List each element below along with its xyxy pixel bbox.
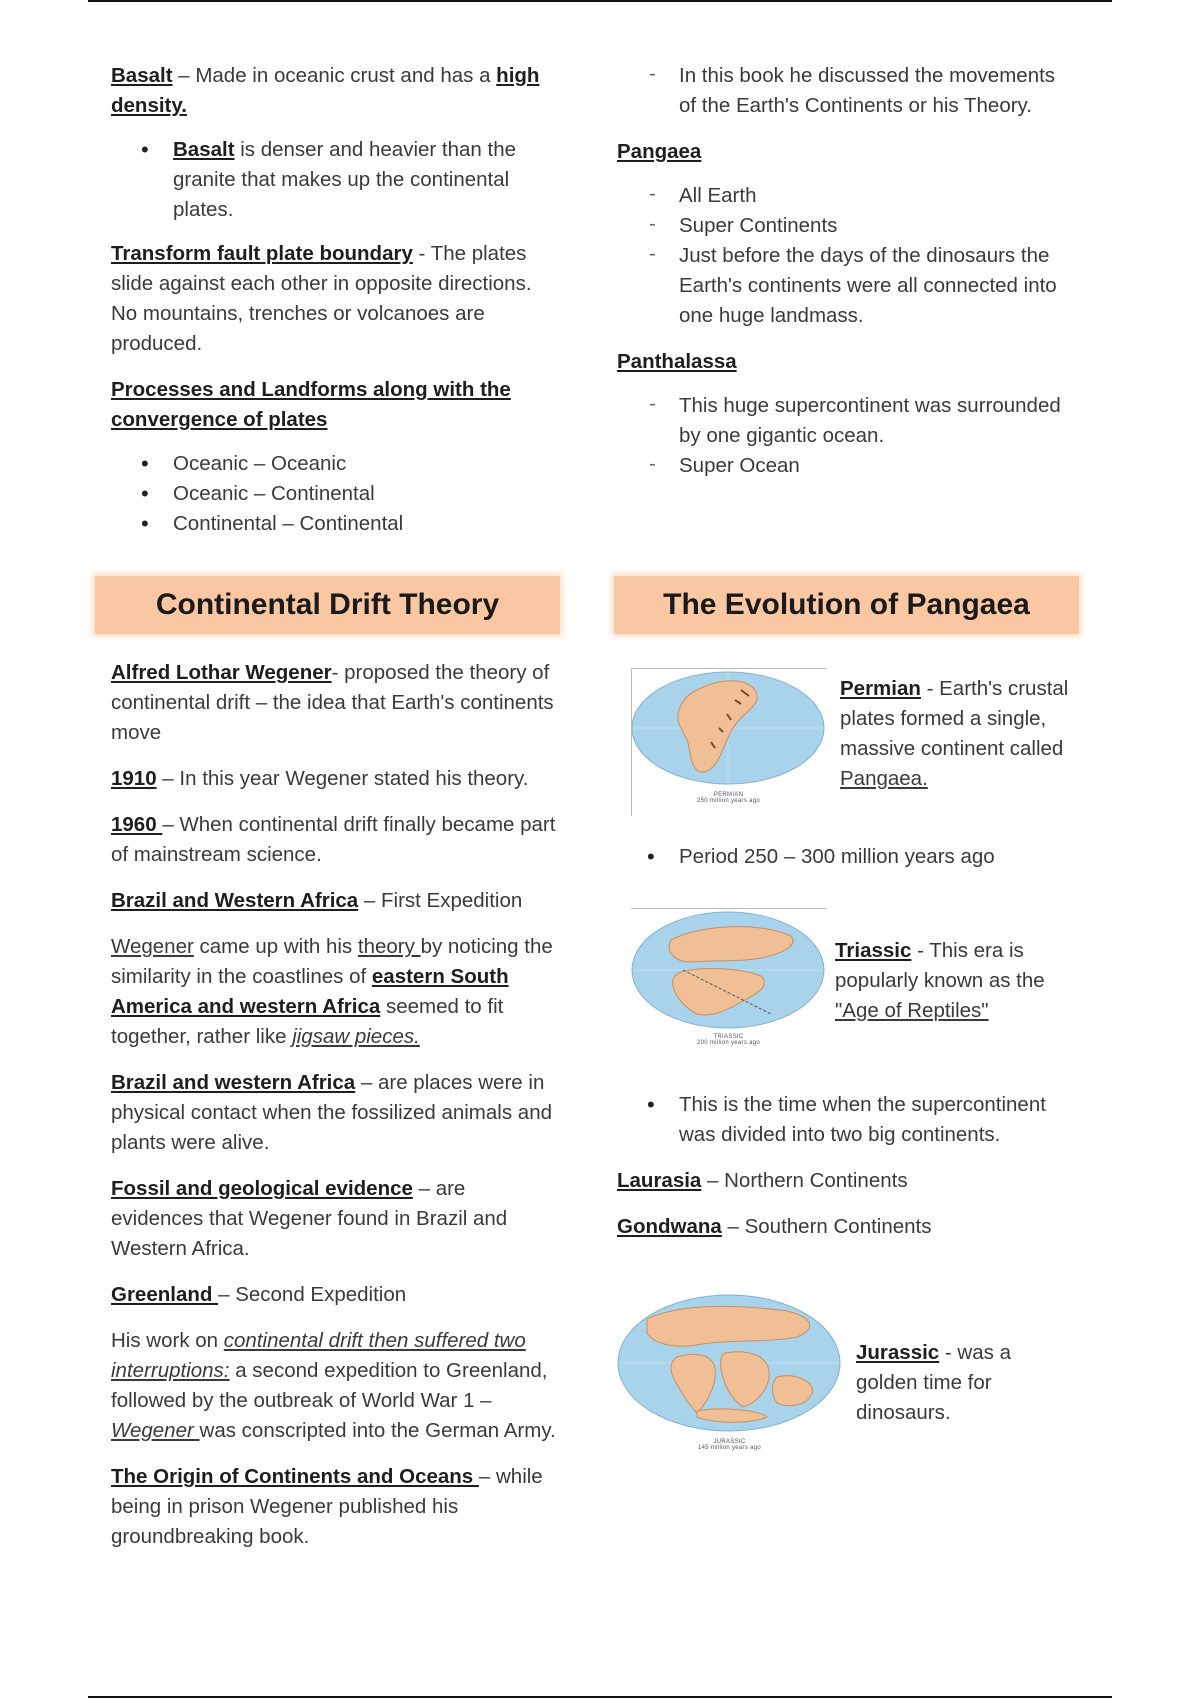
- jurassic-text: - was a golden time for dinosaurs.: [856, 1341, 1011, 1424]
- left-column-bottom: [111, 658, 561, 1552]
- basalt-text: – Made in oceanic crust and has a: [172, 64, 497, 87]
- laurasia-term: Laurasia: [617, 1169, 702, 1192]
- brazil-africa-text: – are places were in physical contact when the fossilized animals and plants were alive.: [111, 1071, 552, 1154]
- basalt-bullet-term: Basalt: [173, 138, 235, 161]
- permian-text: - Earth's crustal plates formed a single, massive continent called: [840, 677, 1069, 760]
- pangaea-heading: Pangaea: [617, 140, 702, 163]
- brazil-contact-paragraph: [111, 1068, 561, 1158]
- processes-heading: Processes and Landforms along with the convergence of plates: [111, 378, 511, 431]
- gondwana-text: – Southern Continents: [721, 1215, 932, 1238]
- year-1910-paragraph: [111, 764, 561, 794]
- panthalassa-list: [617, 391, 1077, 481]
- triassic-text: - This era is popularly known as the: [835, 939, 1045, 992]
- permian-term: Permian: [840, 677, 921, 700]
- basalt-bullet-list: [111, 135, 551, 225]
- right-column-top: [617, 61, 1077, 481]
- period-block: [617, 842, 1077, 872]
- divided-list: [617, 1090, 1077, 1150]
- triassic-map: [631, 908, 826, 1058]
- wegener-paragraph: [111, 658, 561, 748]
- list-item: • Continental – Continental: [141, 511, 404, 536]
- list-item: • Oceanic – Continental: [141, 481, 375, 506]
- permian-paragraph: [840, 674, 1075, 794]
- basalt-bullet-text: is denser and heavier than the granite that makes up the continental plates.: [173, 138, 517, 221]
- year-1910-text: – In this year Wegener stated his theory.: [156, 767, 529, 790]
- permian-text-block: [840, 674, 1075, 794]
- theory-paragraph: Wegener came up with his theory by noticing the similarity in the coastlines of eastern South America and western Africa seemed to fit together, rather like jigsaw pieces.: [111, 935, 553, 1048]
- greenland-paragraph: [111, 1280, 561, 1310]
- transform-text: - The plates slide against each other in opposite directions. No mountains, trenches or volcanoes are produced.: [111, 242, 532, 355]
- transform-definition: [111, 239, 561, 359]
- basalt-definition: [111, 61, 561, 121]
- laurasia-paragraph: [617, 1166, 1077, 1196]
- fossil-text: – are evidences that Wegener found in Brazil and Western Africa.: [111, 1177, 508, 1260]
- permian-map: [631, 668, 826, 816]
- year-1960-paragraph: [111, 810, 561, 870]
- list-item: - All Earth: [649, 182, 757, 207]
- fossil-term: Fossil and geological evidence: [111, 1177, 413, 1200]
- triassic-text-block: [835, 936, 1075, 1026]
- period-list: [617, 842, 1077, 872]
- list-item: • This is the time when the supercontinent was divided into two big continents.: [647, 1092, 1046, 1146]
- triassic-caption: TRIASSIC 200 million years ago: [697, 1034, 760, 1046]
- basalt-term: Basalt: [111, 64, 173, 87]
- book-list: [617, 61, 1077, 121]
- triassic-paragraph: [835, 936, 1075, 1026]
- pangaea-list: [617, 181, 1077, 331]
- triassic-emph: "Age of Reptiles": [835, 999, 989, 1022]
- origin-text: – while being in prison Wegener published his groundbreaking book.: [111, 1465, 543, 1548]
- jurassic-caption: JURASSIC 145 million years ago: [698, 1439, 761, 1451]
- basalt-emph: high density.: [111, 64, 540, 117]
- fossil-paragraph: [111, 1174, 561, 1264]
- list-item: • Basalt is denser and heavier than the granite that makes up the continental plates.: [141, 137, 517, 221]
- jurassic-term: Jurassic: [856, 1341, 940, 1364]
- list-item: - This huge supercontinent was surrounded by one gigantic ocean.: [649, 392, 1061, 447]
- brazil-africa-term: Brazil and western Africa: [111, 1071, 356, 1094]
- triassic-term: Triassic: [835, 939, 912, 962]
- left-column-top: [111, 61, 561, 539]
- interruptions-paragraph: His work on continental drift then suffered two interruptions: a second expedition to Greenland, followed by the outbreak of World War 1 – Wegener was conscripted into the German Army.: [111, 1329, 556, 1442]
- greenland-term: Greenland: [111, 1283, 219, 1306]
- list-item: - Super Continents: [649, 212, 838, 237]
- origin-term: The Origin of Continents and Oceans: [111, 1465, 479, 1488]
- laurasia-text: – Northern Continents: [701, 1169, 908, 1192]
- right-column-middle: [617, 1090, 1077, 1242]
- list-item: - Just before the days of the dinosaurs the Earth's continents were all connected into one huge landmass.: [649, 242, 1057, 327]
- greenland-text: – Second Expedition: [218, 1283, 407, 1306]
- list-item: - In this book he discussed the movements of the Earth's Continents or his Theory.: [649, 62, 1056, 117]
- first-expedition-paragraph: [111, 886, 561, 916]
- transform-term: Transform fault plate boundary: [111, 242, 413, 265]
- processes-list: [111, 449, 561, 539]
- continental-drift-banner: Continental Drift Theory: [95, 576, 560, 634]
- top-rule: [88, 0, 1112, 2]
- origin-paragraph: [111, 1462, 561, 1552]
- panthalassa-heading: Panthalassa: [617, 350, 737, 373]
- list-item: • Period 250 – 300 million years ago: [647, 844, 995, 869]
- permian-emph: Pangaea.: [840, 767, 928, 790]
- jurassic-text-block: [856, 1338, 1076, 1428]
- wegener-text: - proposed the theory of continental drift – the idea that Earth's continents move: [111, 661, 554, 744]
- jurassic-paragraph: [856, 1338, 1076, 1428]
- evolution-pangaea-banner: The Evolution of Pangaea: [614, 576, 1079, 634]
- gondwana-term: Gondwana: [617, 1215, 722, 1238]
- brazil-term: Brazil and Western Africa: [111, 889, 359, 912]
- year-1960-text: – When continental drift finally became part of mainstream science.: [111, 813, 556, 866]
- wegener-term: Alfred Lothar Wegener: [111, 661, 332, 684]
- list-item: • Oceanic – Oceanic: [141, 451, 347, 476]
- permian-caption: PERMIAN 250 million years ago: [697, 792, 760, 804]
- jurassic-map: [617, 1293, 842, 1465]
- year-1910-term: 1910: [111, 767, 157, 790]
- gondwana-paragraph: [617, 1212, 1077, 1242]
- list-item: - Super Ocean: [649, 452, 800, 477]
- brazil-text: – First Expedition: [358, 889, 523, 912]
- year-1960-term: 1960: [111, 813, 163, 836]
